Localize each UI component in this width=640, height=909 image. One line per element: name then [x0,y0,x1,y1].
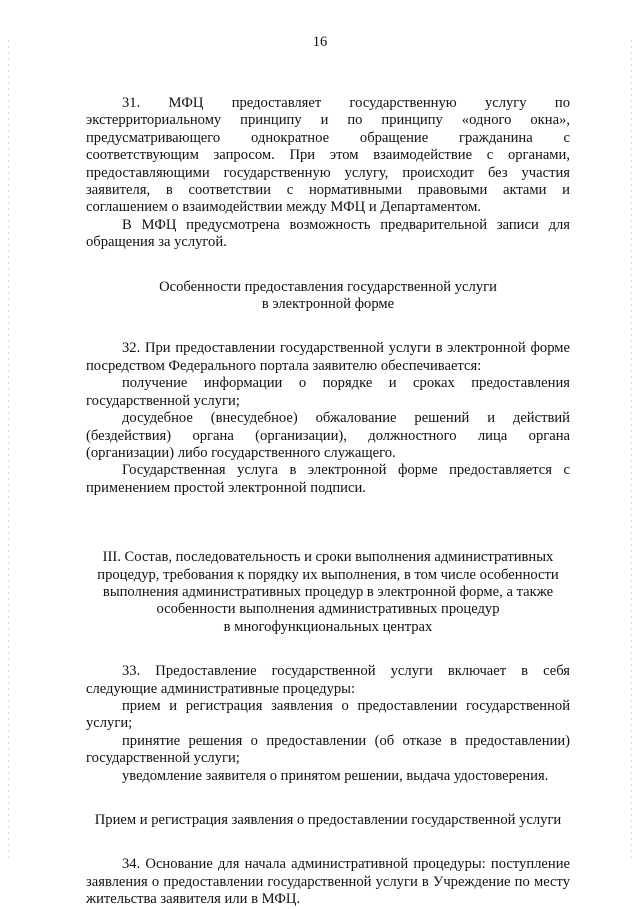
scan-edge-right [631,40,632,860]
heading-line: особенности выполнения административных процедур [156,601,500,618]
section-heading-electronic-form [86,279,570,314]
paragraph-33: 33. Предоставление государственной услуги включает в себя следующие административные процедуры: [86,663,570,697]
paragraph-31: 31. МФЦ предоставляет государственную услугу по экстерриториальному принципу и по принципу «одного окна», предусматривающего однократное обращение гражданина с соответствующим запросом. При этом взаимодействие с органами, предоставляющими государственную услугу, происходит без участия заявителя, в соответствии с нормативными правовыми актами и соглашением о взаимодействии между МФЦ и Департаментом. [86,95,570,216]
paragraph-32: 32. При предоставлении государственной услуги в электронной форме посредством Федерального портала заявителю обеспечивается: [86,340,570,374]
scan-edge-left [8,40,9,860]
heading-line: Особенности предоставления государственной услуги [159,278,497,295]
paragraph-mfc-prereg: В МФЦ предусмотрена возможность предварительной записи для обращения за услугой. [86,216,570,251]
paragraph-34: 34. Основание для начала административной процедуры: поступление заявления о предоставлении государственной услуги в Учреждение по месту жительства заявителя или в МФЦ. [86,856,570,908]
heading-line: в электронной форме [261,296,395,313]
paragraph-33-decision: принятие решения о предоставлении (об отказе в предоставлении) государственной услуги; [86,732,570,767]
heading-line: выполнения административных процедур в электронной форме, а также [102,583,554,600]
section-heading-reception [86,812,570,829]
heading-line: III. Состав, последовательность и сроки выполнения административных [102,549,554,566]
heading-line: Прием и регистрация заявления о предоставлении государственной услуги [94,812,562,828]
heading-line: в многофункциональных центрах [223,618,433,635]
paragraph-33-reception: прием и регистрация заявления о предоставлении государственной услуги; [86,697,570,732]
paragraph-33-notification: уведомление заявителя о принятом решении, выдача удостоверения. [122,767,549,784]
document-body [86,95,570,909]
paragraph-32-signature: Государственная услуга в электронной форме предоставляется с применением простой электронной подписи. [86,462,570,496]
heading-line: процедур, требования к порядку их выполнения, в том числе особенности [97,566,559,583]
paragraph-32-info: получение информации о порядке и сроках предоставления государственной услуги; [86,375,570,409]
page-number: 16 [312,34,328,50]
section-heading-iii [86,549,570,636]
paragraph-32-appeal: досудебное (внесудебное) обжалование решений и действий (бездействия) органа (организации), должностного лица органа (организации) либо государственного служащего. [86,410,570,461]
